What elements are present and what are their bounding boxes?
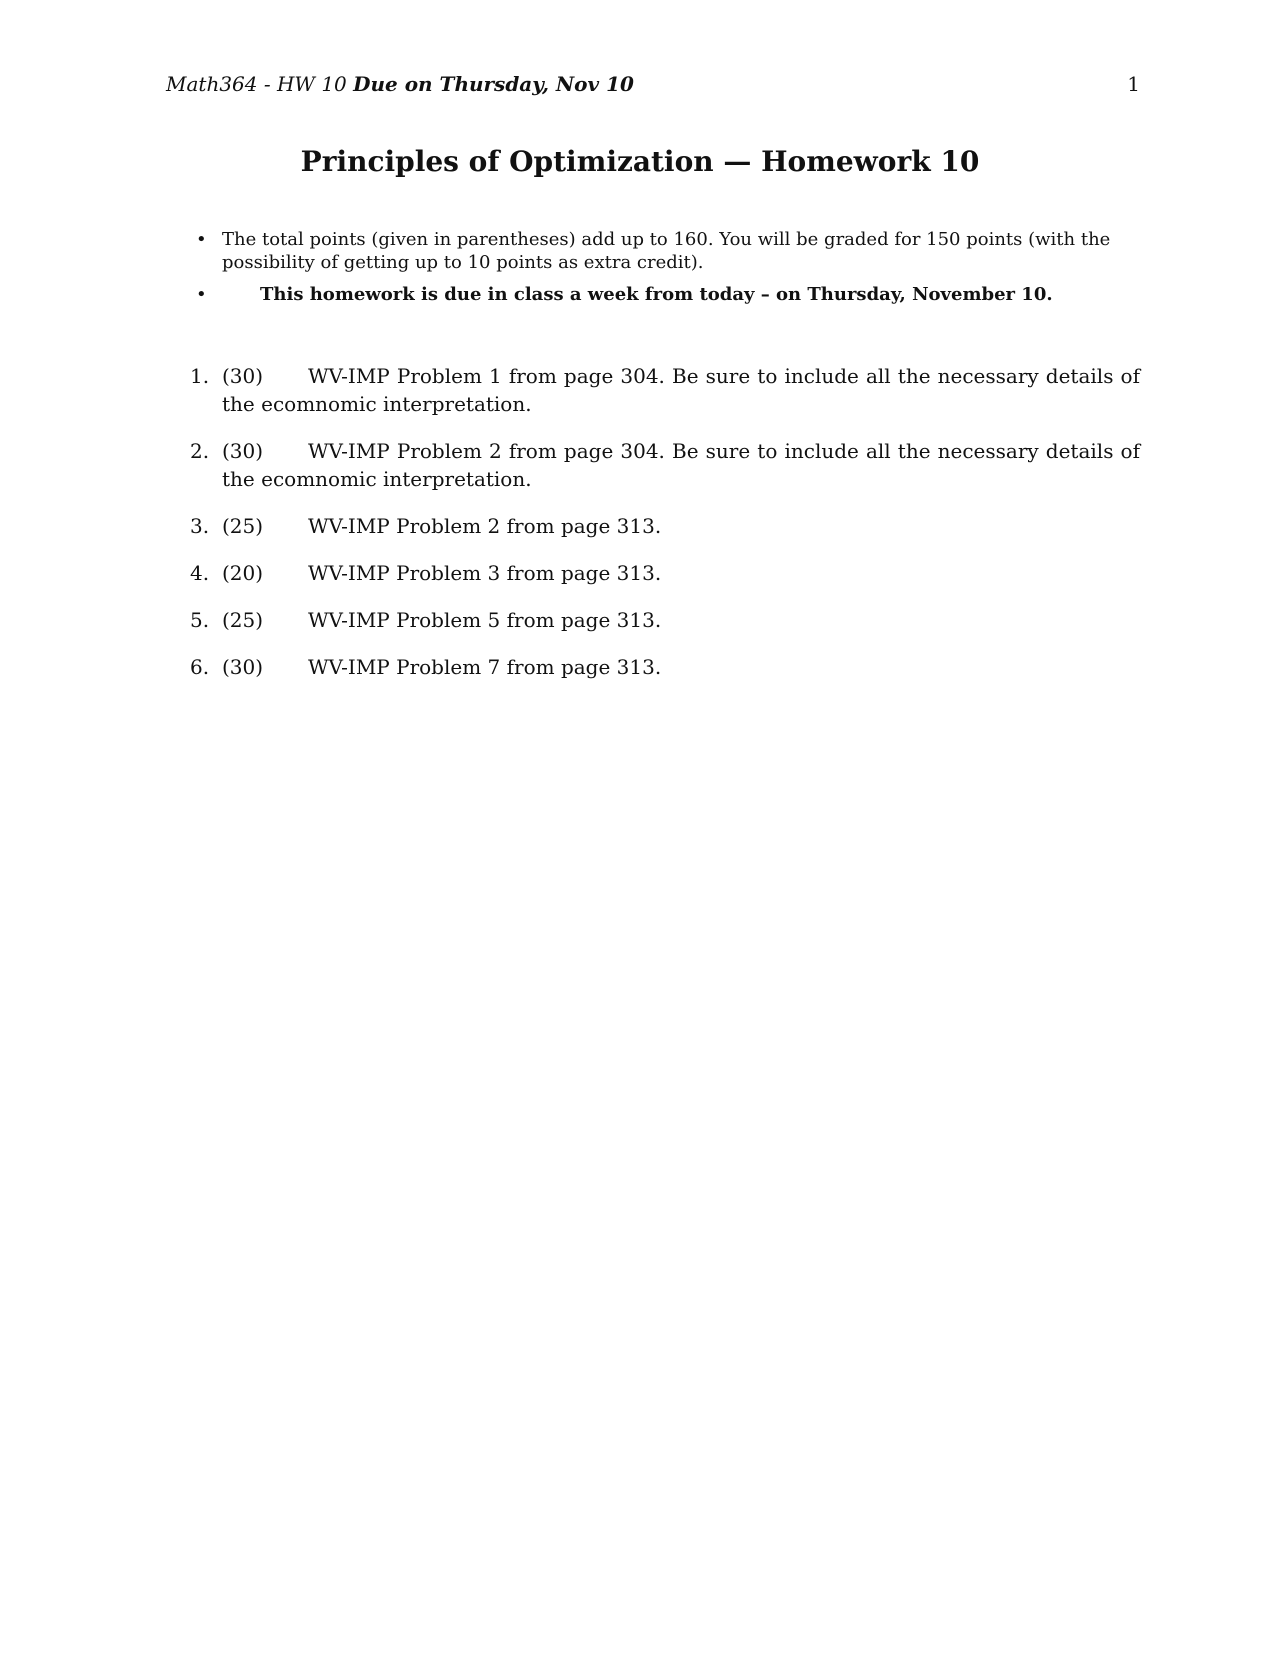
instruction-text: This homework is due in class a week from today – on Thursday, November 10. — [260, 284, 1053, 305]
problem-points: (30) — [222, 439, 264, 463]
bullet-icon: • — [196, 284, 207, 305]
instructions-list — [196, 228, 1140, 306]
problem-item — [190, 437, 1140, 493]
course-label: Math364 - HW 10 — [166, 72, 347, 96]
problem-points: (30) — [222, 364, 264, 388]
page-title: Principles of Optimization — Homework 10 — [300, 145, 980, 178]
problem-text: WV-IMP Problem 2 from page 313. — [308, 514, 662, 538]
problem-number: 6. — [190, 655, 210, 679]
due-label: Due on Thursday, Nov 10 — [353, 72, 634, 96]
problem-text: WV-IMP Problem 1 from page 304. Be sure to include all the necessary details of the ecomnomic interpretation. — [222, 364, 1140, 416]
header-left — [166, 68, 634, 100]
instruction-text: The total points (given in parentheses) add up to 160. You will be graded for 150 points (with the possibility of getting up to 10 points as extra credit). — [222, 229, 1111, 273]
problem-points: (30) — [222, 655, 264, 679]
problem-points: (25) — [222, 608, 264, 632]
problem-text: WV-IMP Problem 5 from page 313. — [308, 608, 662, 632]
problem-number: 4. — [190, 561, 210, 585]
problem-number: 1. — [190, 364, 210, 388]
problem-text: WV-IMP Problem 2 from page 304. Be sure to include all the necessary details of the ecomnomic interpretation. — [222, 439, 1140, 491]
page-number: 1 — [1127, 72, 1140, 96]
problem-points: (25) — [222, 514, 264, 538]
problem-item — [190, 653, 1140, 681]
bullet-icon: • — [196, 229, 207, 250]
problem-text: WV-IMP Problem 7 from page 313. — [308, 655, 662, 679]
problem-item — [190, 362, 1140, 418]
problem-number: 2. — [190, 439, 210, 463]
problem-number: 5. — [190, 608, 210, 632]
problem-item — [190, 559, 1140, 587]
problem-item — [190, 606, 1140, 634]
problem-text: WV-IMP Problem 3 from page 313. — [308, 561, 662, 585]
problem-item — [190, 512, 1140, 540]
problem-list — [190, 362, 1140, 681]
running-header — [166, 68, 1140, 100]
problem-number: 3. — [190, 514, 210, 538]
instruction-item — [196, 228, 1140, 274]
problem-points: (20) — [222, 561, 264, 585]
instruction-item — [196, 283, 1140, 306]
